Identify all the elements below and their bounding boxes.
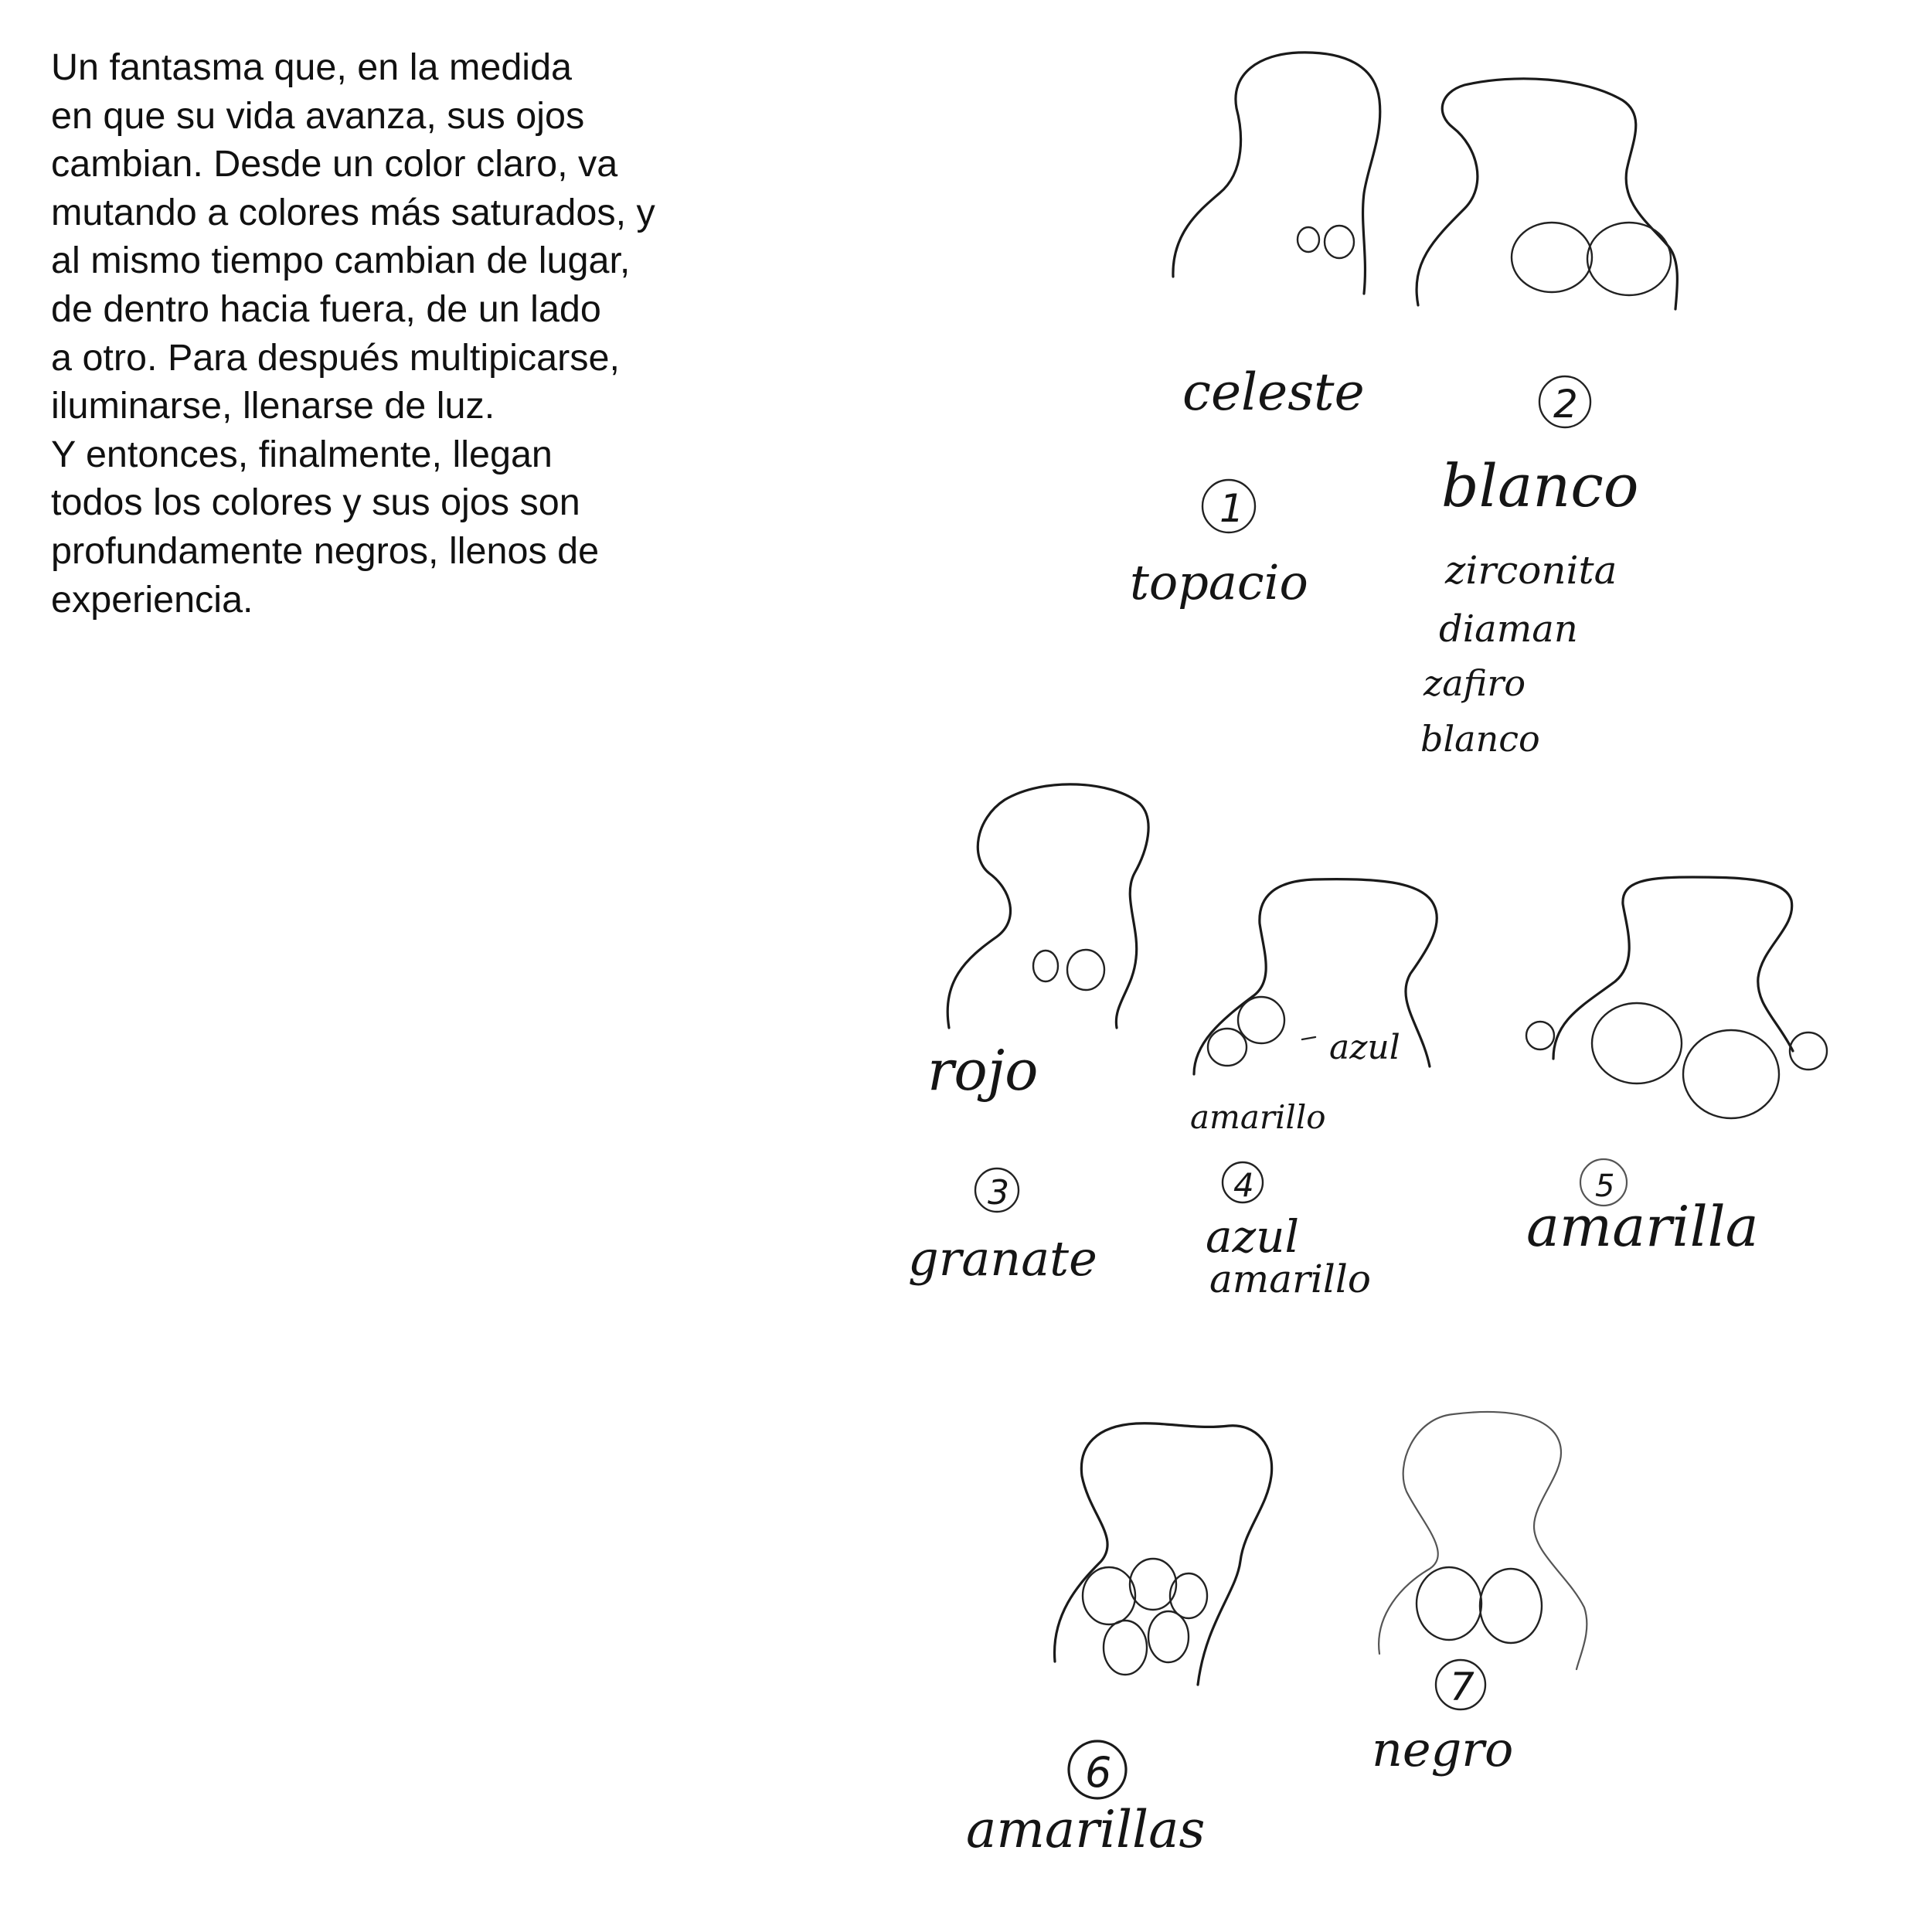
eye-label-amarillo: amarillo <box>1190 1098 1326 1136</box>
eye-pointer-line <box>1302 1037 1315 1039</box>
number-3-label: 3 <box>988 1173 1009 1213</box>
note-granate: granate <box>908 1230 1097 1287</box>
note-zirconita: zirconita <box>1445 548 1617 593</box>
ghost-sketch-5 <box>1526 877 1827 1259</box>
ghost-5-eye <box>1592 1003 1682 1083</box>
note-amarilla: amarilla <box>1526 1194 1759 1259</box>
intro-line: de dentro hacia fuera, de un lado <box>51 287 601 330</box>
ghost-1-outline <box>1173 53 1380 294</box>
ghost-sketch-7 <box>1372 1412 1587 1777</box>
ghost-6-eye <box>1083 1567 1135 1624</box>
number-7-label: 7 <box>1450 1665 1475 1709</box>
number-6-label: 6 <box>1085 1748 1112 1797</box>
ghost-3-eye <box>1067 950 1104 990</box>
ghost-2-eye <box>1512 223 1592 292</box>
number-4-label: 4 <box>1233 1166 1254 1204</box>
ghost-7-outline <box>1379 1412 1587 1669</box>
ghost-7-eye <box>1417 1567 1481 1640</box>
ghost-2-outline <box>1417 79 1677 309</box>
ghost-1-eye <box>1298 227 1319 252</box>
eye-label-azul: azul <box>1329 1028 1400 1067</box>
ghost-sketch-1 <box>1130 53 1380 611</box>
ghost-4-eye <box>1208 1029 1247 1066</box>
ghost-5-eye <box>1526 1022 1554 1049</box>
ghost-3-outline <box>947 784 1148 1028</box>
ghost-5-eye <box>1790 1032 1827 1070</box>
intro-line: cambian. Desde un color claro, va <box>51 143 618 185</box>
ghost-6-eye <box>1104 1621 1147 1675</box>
number-2-label: 2 <box>1553 382 1578 427</box>
ghost-7-eye <box>1480 1569 1542 1643</box>
intro-line: todos los colores y sus ojos son <box>51 481 580 524</box>
ghost-5-eye <box>1683 1030 1779 1118</box>
ghost-3-eye <box>1033 951 1058 981</box>
note-blanco: blanco <box>1420 718 1540 760</box>
intro-line: a otro. Para después multipicarse, <box>51 336 620 379</box>
number-1-label: 1 <box>1219 486 1244 531</box>
ghost-sketch-6 <box>966 1423 1272 1859</box>
intro-line: en que su vida avanza, sus ojos <box>51 94 585 137</box>
intro-line: profundamente negros, llenos de <box>51 529 600 572</box>
number-5-label: 5 <box>1595 1168 1615 1204</box>
note-topacio: topacio <box>1130 554 1308 611</box>
note-diaman: diaman <box>1439 607 1578 651</box>
note-amarillo: amarillo <box>1209 1257 1372 1301</box>
ghost-4-eye <box>1238 997 1284 1043</box>
ghost-sketch-3 <box>908 784 1148 1287</box>
ghost-1-eye <box>1325 226 1354 258</box>
color-word-blanco: blanco <box>1441 451 1639 520</box>
ghost-6-eye <box>1148 1611 1189 1662</box>
intro-line: Un fantasma que, en la medida <box>51 46 573 88</box>
color-word-celeste: celeste <box>1182 362 1365 422</box>
color-word-rojo: rojo <box>927 1038 1039 1103</box>
intro-line: mutando a colores más saturados, y <box>51 191 655 233</box>
ghost-4-outline <box>1194 879 1437 1074</box>
intro-line: al mismo tiempo cambian de lugar, <box>51 240 631 282</box>
note-azul: azul <box>1206 1210 1300 1263</box>
ghost-sketch-4 <box>1190 879 1437 1301</box>
ghost-5-outline <box>1553 877 1793 1059</box>
note-zafiro: zafiro <box>1423 662 1526 704</box>
ghost-sketch-2 <box>1417 79 1677 760</box>
ghost-2-eye <box>1587 223 1671 295</box>
intro-line: Y entonces, finalmente, llegan <box>51 433 553 475</box>
intro-line: iluminarse, llenarse de luz. <box>51 385 495 427</box>
ghost-6-eye <box>1130 1559 1176 1610</box>
note-negro: negro <box>1372 1721 1514 1777</box>
ghost-6-outline <box>1055 1423 1272 1685</box>
intro-line: experiencia. <box>51 578 253 621</box>
note-amarillas: amarillas <box>966 1800 1206 1859</box>
ghost-6-eye <box>1170 1573 1207 1618</box>
